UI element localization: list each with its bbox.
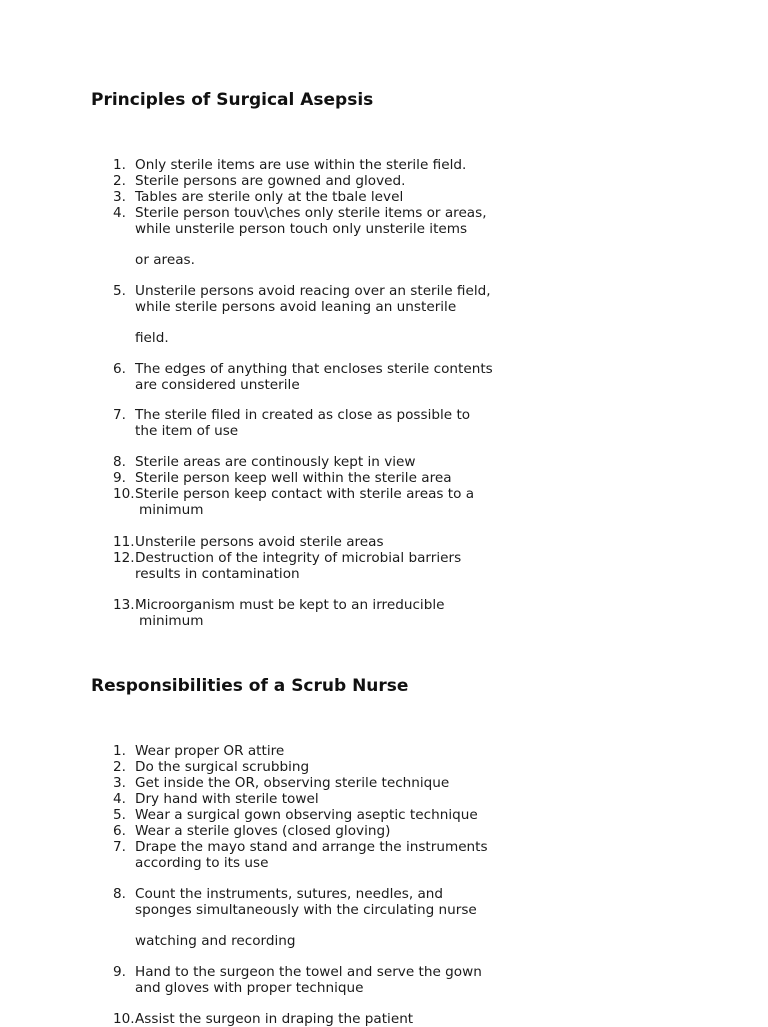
list-item-number: 11. [113, 534, 135, 550]
list-item-text: or areas. [135, 252, 195, 268]
list-item-number: 2. [113, 759, 126, 775]
list-item-text: Destruction of the integrity of microbial barriers [135, 550, 462, 566]
list-item-number: 4. [113, 791, 126, 807]
list-item-number: 1. [113, 743, 126, 759]
list-item-text: The edges of anything that encloses sterile contents [135, 361, 493, 377]
list-item-text: the item of use [135, 423, 239, 439]
list-item-number: 5. [113, 807, 126, 823]
list-item-text: Get inside the OR, observing sterile technique [135, 775, 450, 791]
list-item-number: 10. [113, 486, 135, 502]
list-item-text: Wear a surgical gown observing aseptic technique [135, 807, 478, 823]
list-item-text: Sterile person keep well within the sterile area [135, 470, 452, 486]
list-item-number: 3. [113, 189, 126, 205]
list-item-number: 9. [113, 470, 126, 486]
list-item-text: sponges simultaneously with the circulating nurse [135, 902, 477, 918]
list-item-number: 12. [113, 550, 135, 566]
list-item-number: 2. [113, 173, 126, 189]
list-item-text: Wear a sterile gloves (closed gloving) [135, 823, 391, 839]
list-item-text: Tables are sterile only at the tbale level [135, 189, 404, 205]
list-item-text: Dry hand with sterile towel [135, 791, 319, 807]
list-item-number: 3. [113, 775, 126, 791]
list-item-text: and gloves with proper technique [135, 980, 364, 996]
list-item-text: field. [135, 330, 169, 346]
list-item-text: according to its use [135, 855, 269, 871]
list-item-text: Sterile areas are continously kept in view [135, 454, 416, 470]
list-item-number: 9. [113, 964, 126, 980]
list-item-number: 7. [113, 407, 126, 423]
list-item-number: 6. [113, 361, 126, 377]
list-item-text: minimum [139, 502, 204, 518]
section-title-scrub-nurse: Responsibilities of a Scrub Nurse [91, 676, 409, 696]
list-item-number: 13. [113, 597, 135, 613]
list-item-text: while unsterile person touch only unsterile items [135, 221, 468, 237]
list-item-number: 10. [113, 1011, 135, 1027]
list-item-number: 4. [113, 205, 126, 221]
list-item-text: Only sterile items are use within the sterile field. [135, 157, 467, 173]
list-item-number: 1. [113, 157, 126, 173]
list-item-text: are considered unsterile [135, 377, 300, 393]
list-item-text: Wear proper OR attire [135, 743, 285, 759]
list-item-number: 6. [113, 823, 126, 839]
list-item-text: watching and recording [135, 933, 296, 949]
list-item-text: Sterile person keep contact with sterile areas to a [135, 486, 475, 502]
list-item-text: Sterile persons are gowned and gloved. [135, 173, 406, 189]
list-item-text: Do the surgical scrubbing [135, 759, 310, 775]
list-item-number: 8. [113, 886, 126, 902]
list-item-number: 5. [113, 283, 126, 299]
list-item-text: The sterile filed in created as close as possible to [135, 407, 471, 423]
list-item-text: minimum [139, 613, 204, 629]
list-item-text: Unsterile persons avoid sterile areas [135, 534, 384, 550]
list-item-text: Assist the surgeon in draping the patient [135, 1011, 414, 1027]
list-item-text: while sterile persons avoid leaning an unsterile [135, 299, 457, 315]
list-item-text: results in contamination [135, 566, 300, 582]
list-item-text: Microorganism must be kept to an irreducible [135, 597, 445, 613]
list-item-number: 8. [113, 454, 126, 470]
list-item-number: 7. [113, 839, 126, 855]
list-item-text: Count the instruments, sutures, needles, and [135, 886, 444, 902]
list-item-text: Hand to the surgeon the towel and serve the gown [135, 964, 482, 980]
list-item-text: Sterile person touv\ches only sterile items or areas, [135, 205, 487, 221]
list-item-text: Unsterile persons avoid reacing over an sterile field, [135, 283, 491, 299]
section-title-asepsis: Principles of Surgical Asepsis [91, 90, 374, 110]
list-item-text: Drape the mayo stand and arrange the instruments [135, 839, 488, 855]
